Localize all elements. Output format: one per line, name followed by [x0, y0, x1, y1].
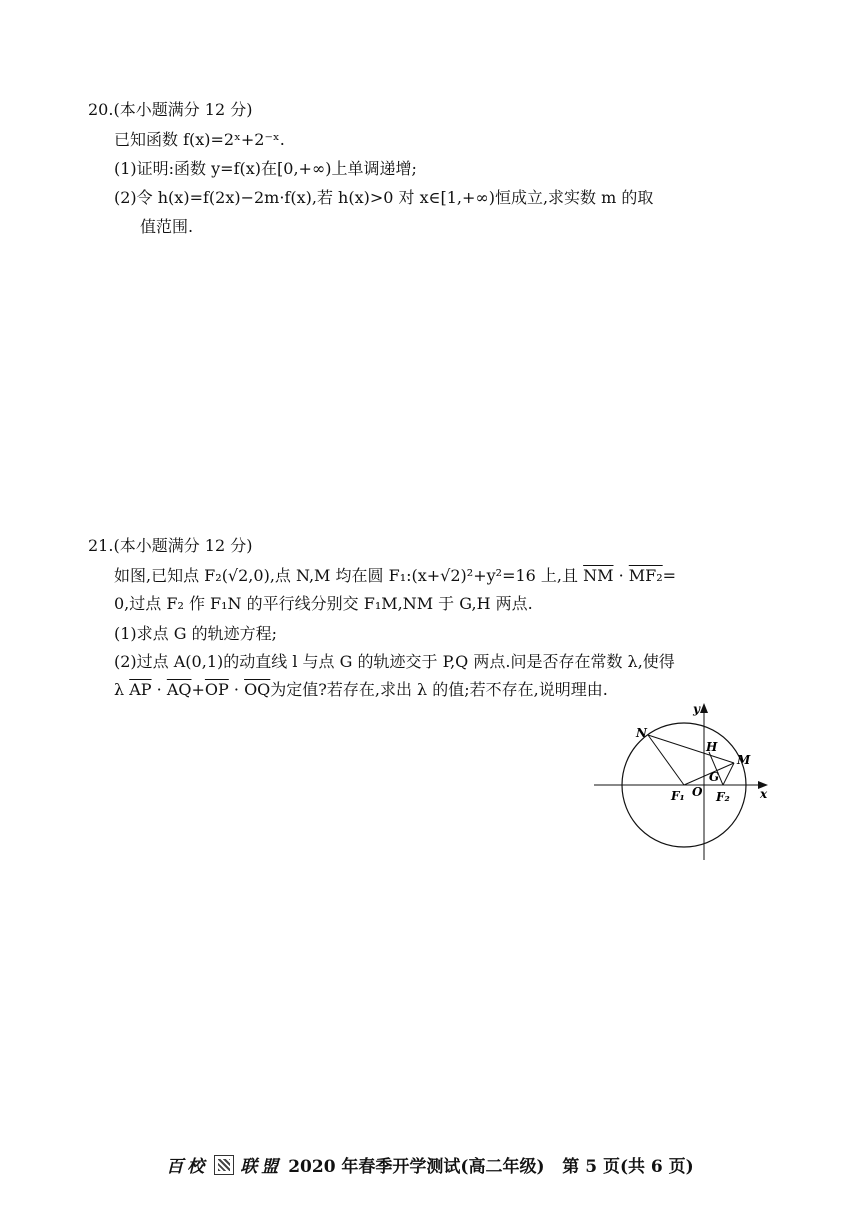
brand-left: 百校: [166, 1157, 209, 1177]
vector-OQ: $\overline{OQ}$: [244, 680, 271, 699]
q21-part1: (1)求点 G 的轨迹方程;: [114, 624, 278, 643]
geometry-figure: [592, 700, 792, 865]
segment-NM: [648, 735, 734, 763]
vector-MF2: MF₂: [628, 566, 663, 585]
brand-right: 联盟: [240, 1157, 283, 1177]
q21-part2-line1: (2)过点 A(0,1)的动直线 l 与点 G 的轨迹交于 P,Q 两点.问是否存在常数 λ,使得: [114, 652, 675, 671]
vector-AQ: $\overline{AQ}$: [166, 680, 192, 699]
q21-stem-text: 如图,已知点 F₂(√2,0),点 N,M 均在圆 F₁:(x+√2)²+y²=16 上,且: [114, 566, 579, 585]
q20-part2-line2: 值范围.: [140, 217, 194, 236]
dot-operator: ·: [613, 566, 629, 585]
label-O: O: [692, 785, 703, 799]
q21-part2-tail: 为定值?若存在,求出 λ 的值;若不存在,说明理由.: [270, 680, 608, 699]
label-M: M: [737, 753, 751, 767]
dot-operator: ·: [228, 680, 245, 699]
q21-stem-line1: [114, 566, 676, 586]
label-y: y: [693, 702, 700, 716]
label-x: x: [760, 787, 768, 801]
lambda-symbol: λ: [114, 680, 125, 699]
segment-NF1: [648, 735, 684, 785]
page-footer: [0, 1152, 860, 1177]
segment-MF2: [723, 763, 734, 785]
footer-exam-title: 2020 年春季开学测试(高二年级): [288, 1157, 545, 1177]
label-F1: F₁: [671, 789, 685, 803]
q20-stem: 已知函数 f(x)=2ˣ+2⁻ˣ.: [114, 130, 285, 149]
vector-AP: $\overline{AP}$: [129, 680, 152, 699]
dot-operator: ·: [151, 680, 167, 699]
label-H: H: [706, 740, 718, 754]
q20-title: 20.(本小题满分 12 分): [88, 100, 253, 119]
y-axis-arrow-icon: [700, 703, 708, 713]
page-number: 第 5 页(共 6 页): [562, 1157, 694, 1177]
vector-OP: $\overline{OP}$: [204, 680, 229, 699]
q20-part1: (1)证明:函数 y=f(x)在[0,+∞)上单调递增;: [114, 159, 417, 178]
q21-part2-line2: [114, 680, 608, 700]
q21-stem-line2: 0,过点 F₂ 作 F₁N 的平行线分别交 F₁M,NM 于 G,H 两点.: [114, 594, 533, 613]
plus-sign: +: [191, 680, 205, 699]
seal-logo-icon: [214, 1155, 234, 1175]
q21-title: 21.(本小题满分 12 分): [88, 536, 253, 555]
q20-part2-line1: (2)令 h(x)=f(2x)−2m·f(x),若 h(x)>0 对 x∈[1,+∞)恒成立,求实数 m 的取: [114, 188, 654, 207]
equals-sign: =: [662, 566, 677, 585]
label-F2: F₂: [716, 790, 730, 804]
label-N: N: [636, 726, 647, 740]
vector-NM: $\overline{NM}$: [583, 566, 614, 585]
label-G: G: [709, 770, 720, 784]
